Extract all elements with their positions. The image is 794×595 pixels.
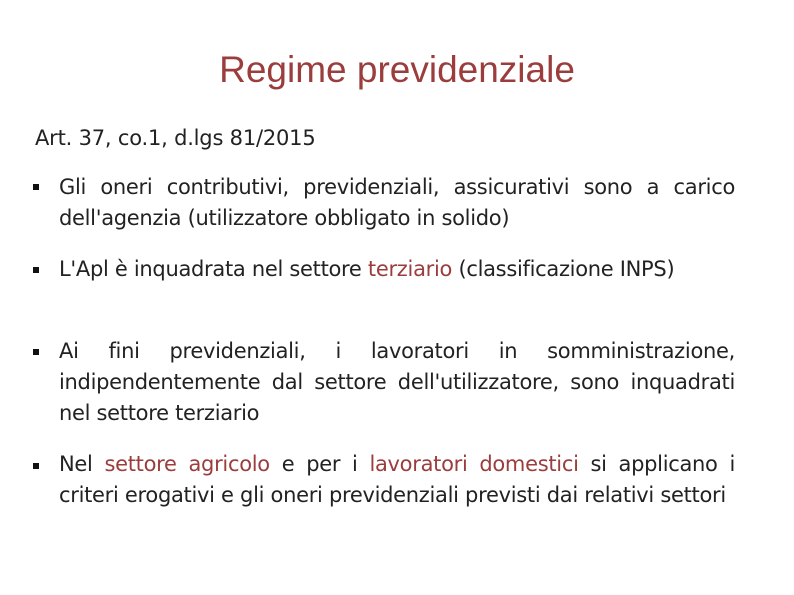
bullet-item-1: [59, 172, 735, 234]
highlight-settore-agricolo: settore agricolo: [104, 452, 270, 476]
slide-subtitle: Art. 37, co.1, d.lgs 81/2015: [35, 126, 316, 150]
highlight-lavoratori-domestici: lavoratori domestici: [369, 452, 579, 476]
slide-title: Regime previdenziale: [219, 49, 575, 90]
bullet-item-2: [59, 254, 735, 285]
square-bullet-icon: [33, 349, 39, 355]
bullet-item-3-text: Ai fini previdenziali, i lavoratori in somministrazione, indipendentemente dal settore dell'utilizzatore, sono inquadrati nel settore terziario: [59, 339, 735, 425]
bullet-item-4-text-1: Nel: [59, 452, 105, 476]
square-bullet-icon: [33, 184, 39, 190]
bullet-item-2-text-2: (classificazione INPS): [452, 257, 675, 281]
bullet-item-2-text-1: L'Apl è inquadrata nel settore: [59, 257, 368, 281]
bullet-item-3: [59, 336, 735, 429]
bullet-item-4: [59, 449, 735, 511]
bullet-item-1-text: Gli oneri contributivi, previdenziali, assicurativi sono a carico dell'agenzia (utilizzatore obbligato in solido): [59, 175, 735, 230]
square-bullet-icon: [33, 267, 39, 273]
highlight-terziario: terziario: [367, 257, 453, 281]
square-bullet-icon: [33, 463, 39, 469]
bullet-item-4-text-2: e per i: [269, 452, 370, 476]
bullet-item-4-text-3: si applicano i criteri erogativi e gli oneri previdenziali previsti dai relativi settori: [59, 452, 736, 507]
